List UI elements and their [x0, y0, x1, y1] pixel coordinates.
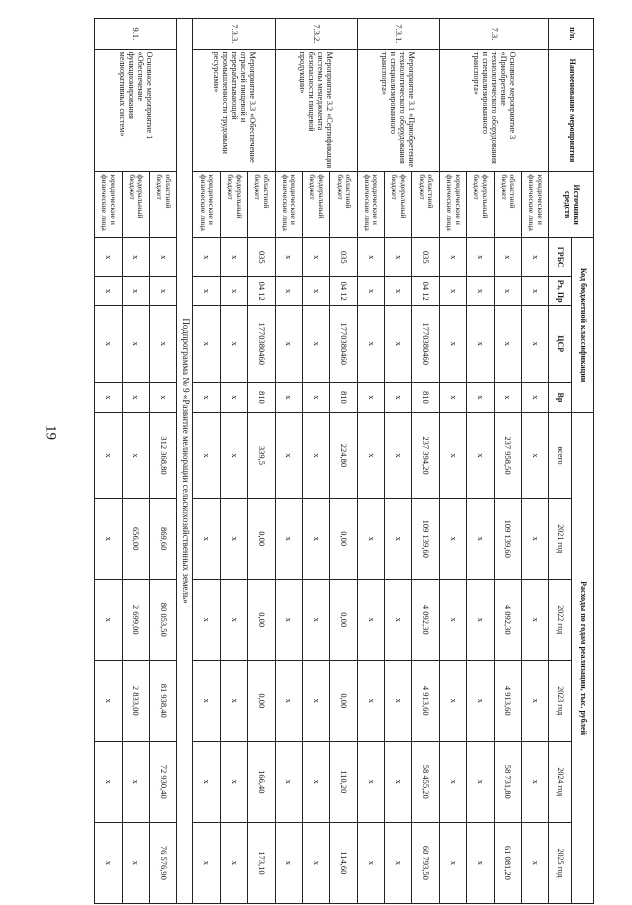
- value-cell: 58 731,80: [494, 741, 521, 822]
- value-cell: х: [149, 238, 176, 277]
- value-cell: х: [357, 660, 384, 741]
- value-cell: х: [303, 238, 330, 277]
- value-cell: х: [357, 498, 384, 579]
- value-cell: х: [357, 741, 384, 822]
- value-cell: х: [275, 498, 302, 579]
- value-cell: х: [467, 579, 494, 660]
- value-cell: х: [220, 238, 247, 277]
- value-cell: х: [303, 660, 330, 741]
- value-cell: х: [303, 741, 330, 822]
- source-cell: юридические и физические лица: [95, 172, 123, 238]
- header-rzpr: Рз, Пр: [549, 277, 571, 305]
- value-cell: х: [522, 822, 549, 903]
- event-num: 7.3.: [439, 19, 549, 50]
- value-cell: 72 930,40: [149, 741, 176, 822]
- header-2022: 2022 год: [549, 579, 571, 660]
- value-cell: х: [122, 238, 149, 277]
- value-cell: 810: [330, 382, 357, 413]
- value-cell: х: [220, 498, 247, 579]
- source-cell: федеральный бюджет: [467, 172, 494, 238]
- value-cell: 869,60: [149, 498, 176, 579]
- value-cell: х: [95, 238, 123, 277]
- value-cell: х: [522, 498, 549, 579]
- value-cell: 81 938,40: [149, 660, 176, 741]
- value-cell: х: [439, 413, 466, 498]
- value-cell: х: [220, 579, 247, 660]
- value-cell: х: [122, 822, 149, 903]
- value-cell: х: [357, 579, 384, 660]
- value-cell: 0,00: [330, 579, 357, 660]
- event-num: 7.3.2.: [275, 19, 357, 50]
- value-cell: 0,00: [248, 579, 275, 660]
- value-cell: х: [385, 305, 412, 382]
- value-cell: 1770380460: [248, 305, 275, 382]
- source-cell: юридические и физические лица: [522, 172, 549, 238]
- value-cell: х: [95, 660, 123, 741]
- value-cell: 339,5: [248, 413, 275, 498]
- value-cell: х: [467, 277, 494, 305]
- value-cell: х: [439, 498, 466, 579]
- event-name: Мероприятие 3.3 «Обеспечение отраслей пищевой и перерабатывающей промышленности трудовыми ресурсами»: [193, 49, 275, 172]
- value-cell: х: [385, 498, 412, 579]
- source-cell: областной бюджет: [412, 172, 439, 238]
- value-cell: х: [357, 277, 384, 305]
- value-cell: х: [95, 382, 123, 413]
- value-cell: 2 699,00: [122, 579, 149, 660]
- value-cell: 0,00: [330, 498, 357, 579]
- value-cell: х: [467, 498, 494, 579]
- value-cell: х: [467, 382, 494, 413]
- source-cell: юридические и физические лица: [275, 172, 302, 238]
- value-cell: х: [95, 579, 123, 660]
- event-num: 7.3.1.: [357, 19, 439, 50]
- value-cell: х: [193, 382, 220, 413]
- header-bcc: Код бюджетной классификации: [571, 238, 593, 413]
- value-cell: х: [385, 660, 412, 741]
- value-cell: х: [275, 382, 302, 413]
- source-cell: областной бюджет: [248, 172, 275, 238]
- header-expenses: Расходы по годам реализации, тыс. рублей: [571, 413, 593, 904]
- value-cell: х: [522, 382, 549, 413]
- value-cell: х: [385, 579, 412, 660]
- value-cell: х: [95, 305, 123, 382]
- value-cell: х: [385, 382, 412, 413]
- event-name: Основное мероприятие 1 «Обеспечение функционирования мелиоративных систем»: [95, 49, 177, 172]
- source-cell: федеральный бюджет: [220, 172, 247, 238]
- value-cell: 0,00: [330, 660, 357, 741]
- value-cell: 80 053,50: [149, 579, 176, 660]
- value-cell: х: [303, 305, 330, 382]
- source-cell: юридические и физические лица: [357, 172, 384, 238]
- value-cell: х: [275, 305, 302, 382]
- value-cell: х: [149, 277, 176, 305]
- value-cell: 4 092,30: [412, 579, 439, 660]
- value-cell: х: [303, 382, 330, 413]
- value-cell: х: [385, 741, 412, 822]
- event-num: 9.1.: [95, 19, 177, 50]
- value-cell: 173,10: [248, 822, 275, 903]
- value-cell: х: [122, 741, 149, 822]
- source-cell: юридические и физические лица: [193, 172, 220, 238]
- value-cell: х: [193, 305, 220, 382]
- value-cell: х: [522, 660, 549, 741]
- header-total: всего: [549, 413, 571, 498]
- rotated-table-frame: [94, 18, 594, 904]
- value-cell: х: [439, 579, 466, 660]
- value-cell: 0,00: [248, 660, 275, 741]
- value-cell: 312 368,80: [149, 413, 176, 498]
- value-cell: х: [439, 305, 466, 382]
- value-cell: 035: [330, 238, 357, 277]
- value-cell: 109 139,60: [412, 498, 439, 579]
- value-cell: х: [303, 822, 330, 903]
- page-number: 19: [42, 425, 59, 440]
- value-cell: х: [193, 277, 220, 305]
- value-cell: х: [275, 413, 302, 498]
- value-cell: х: [522, 579, 549, 660]
- value-cell: х: [357, 238, 384, 277]
- value-cell: х: [275, 579, 302, 660]
- value-cell: х: [95, 413, 123, 498]
- value-cell: 4 913,60: [412, 660, 439, 741]
- value-cell: 61 081,20: [494, 822, 521, 903]
- value-cell: 58 455,20: [412, 741, 439, 822]
- value-cell: 810: [248, 382, 275, 413]
- value-cell: х: [95, 822, 123, 903]
- value-cell: х: [275, 822, 302, 903]
- value-cell: 810: [412, 382, 439, 413]
- value-cell: х: [467, 305, 494, 382]
- value-cell: 237 394,20: [412, 413, 439, 498]
- value-cell: х: [193, 238, 220, 277]
- value-cell: х: [439, 822, 466, 903]
- value-cell: х: [220, 305, 247, 382]
- source-cell: юридические и физические лица: [439, 172, 466, 238]
- value-cell: 237 958,50: [494, 413, 521, 498]
- value-cell: х: [439, 238, 466, 277]
- value-cell: х: [357, 382, 384, 413]
- value-cell: 04 12: [248, 277, 275, 305]
- value-cell: х: [220, 413, 247, 498]
- value-cell: х: [220, 741, 247, 822]
- value-cell: х: [467, 238, 494, 277]
- value-cell: х: [522, 277, 549, 305]
- budget-table: [94, 18, 594, 904]
- value-cell: х: [303, 413, 330, 498]
- value-cell: х: [149, 305, 176, 382]
- value-cell: х: [385, 822, 412, 903]
- event-name: Мероприятие 3.2 «Сертификация системы менеджмента безопасности пищевой продукции»: [275, 49, 357, 172]
- value-cell: х: [522, 413, 549, 498]
- header-2023: 2023 год: [549, 660, 571, 741]
- header-csr: ЦСР: [549, 305, 571, 382]
- header-grbs: ГРБС: [549, 238, 571, 277]
- value-cell: х: [122, 305, 149, 382]
- value-cell: х: [275, 741, 302, 822]
- value-cell: 114,60: [330, 822, 357, 903]
- source-cell: федеральный бюджет: [122, 172, 149, 238]
- value-cell: х: [439, 277, 466, 305]
- value-cell: 224,80: [330, 413, 357, 498]
- value-cell: 1770380460: [412, 305, 439, 382]
- event-name: Основное мероприятие 3 «Приобретение технологического оборудования и специализированного транспорта»: [439, 49, 549, 172]
- event-num: 7.3.3.: [193, 19, 275, 50]
- value-cell: х: [193, 498, 220, 579]
- source-cell: областной бюджет: [149, 172, 176, 238]
- value-cell: х: [494, 305, 521, 382]
- header-vr: Вр: [549, 382, 571, 413]
- value-cell: х: [95, 498, 123, 579]
- value-cell: х: [385, 277, 412, 305]
- value-cell: х: [522, 741, 549, 822]
- value-cell: 2 833,00: [122, 660, 149, 741]
- subprogram-title: Подпрограмма № 9 «Развитие мелиорации сельскохозяйственных земель»: [177, 19, 193, 904]
- value-cell: х: [494, 277, 521, 305]
- value-cell: х: [193, 413, 220, 498]
- value-cell: 656,00: [122, 498, 149, 579]
- value-cell: х: [95, 277, 123, 305]
- value-cell: х: [522, 305, 549, 382]
- value-cell: 166,40: [248, 741, 275, 822]
- value-cell: х: [149, 382, 176, 413]
- value-cell: х: [220, 277, 247, 305]
- value-cell: 035: [412, 238, 439, 277]
- value-cell: х: [494, 382, 521, 413]
- value-cell: 109 139,60: [494, 498, 521, 579]
- value-cell: 04 12: [412, 277, 439, 305]
- value-cell: х: [275, 277, 302, 305]
- value-cell: х: [385, 238, 412, 277]
- source-cell: областной бюджет: [494, 172, 521, 238]
- value-cell: х: [303, 277, 330, 305]
- value-cell: х: [439, 741, 466, 822]
- value-cell: х: [220, 382, 247, 413]
- value-cell: х: [220, 822, 247, 903]
- value-cell: х: [303, 498, 330, 579]
- value-cell: х: [122, 277, 149, 305]
- value-cell: х: [467, 413, 494, 498]
- value-cell: х: [193, 741, 220, 822]
- value-cell: х: [439, 382, 466, 413]
- value-cell: 035: [248, 238, 275, 277]
- value-cell: 04 12: [330, 277, 357, 305]
- value-cell: х: [122, 382, 149, 413]
- value-cell: 110,20: [330, 741, 357, 822]
- value-cell: х: [95, 741, 123, 822]
- value-cell: х: [494, 238, 521, 277]
- header-2024: 2024 год: [549, 741, 571, 822]
- value-cell: 60 793,50: [412, 822, 439, 903]
- value-cell: 76 576,90: [149, 822, 176, 903]
- value-cell: х: [122, 413, 149, 498]
- value-cell: х: [275, 660, 302, 741]
- value-cell: х: [385, 413, 412, 498]
- value-cell: х: [193, 660, 220, 741]
- value-cell: х: [439, 660, 466, 741]
- value-cell: х: [275, 238, 302, 277]
- value-cell: х: [522, 238, 549, 277]
- value-cell: 0,00: [248, 498, 275, 579]
- value-cell: х: [357, 413, 384, 498]
- event-name: Мероприятие 3.1 «Приобретение технологического оборудования и специализированного транспорта»: [357, 49, 439, 172]
- value-cell: 4 092,30: [494, 579, 521, 660]
- header-2025: 2025 год: [549, 822, 571, 903]
- value-cell: 4 913,60: [494, 660, 521, 741]
- value-cell: х: [303, 579, 330, 660]
- value-cell: х: [220, 660, 247, 741]
- value-cell: х: [467, 741, 494, 822]
- header-num: п/п.: [549, 19, 594, 50]
- header-2021: 2021 год: [549, 498, 571, 579]
- source-cell: областной бюджет: [330, 172, 357, 238]
- value-cell: 1770380460: [330, 305, 357, 382]
- value-cell: х: [193, 579, 220, 660]
- value-cell: х: [357, 305, 384, 382]
- value-cell: х: [467, 822, 494, 903]
- source-cell: федеральный бюджет: [385, 172, 412, 238]
- value-cell: х: [357, 822, 384, 903]
- header-name: Наименование мероприятия: [549, 49, 594, 172]
- header-source: Источники средств: [549, 172, 594, 238]
- value-cell: х: [193, 822, 220, 903]
- value-cell: х: [467, 660, 494, 741]
- source-cell: федеральный бюджет: [303, 172, 330, 238]
